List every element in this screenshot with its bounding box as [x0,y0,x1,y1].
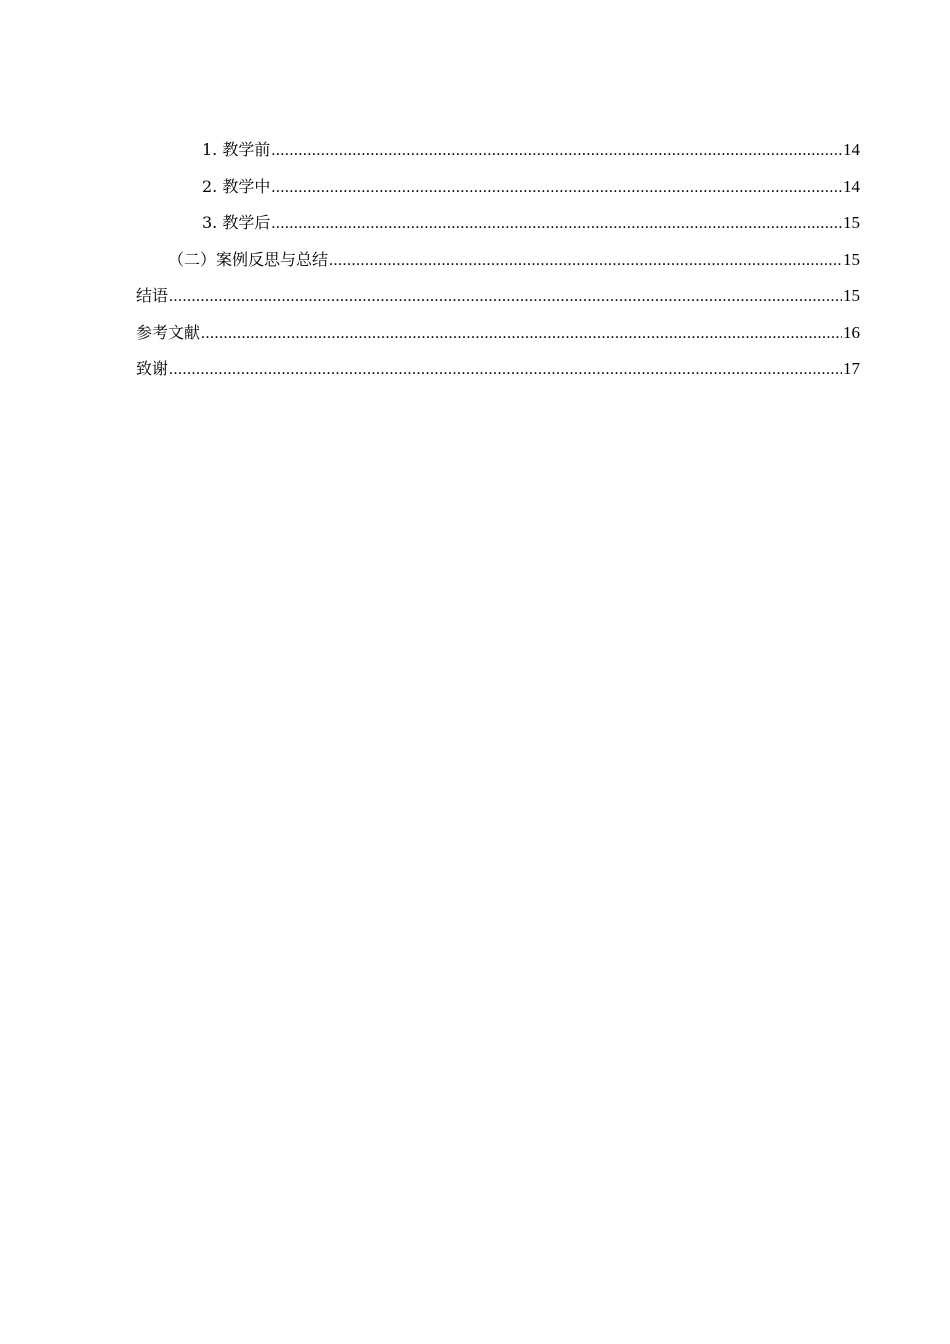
toc-entry-case-reflection[interactable] [136,246,860,283]
toc-entry-teaching-before[interactable] [136,136,860,173]
toc-entry-page-number: 17 [843,359,860,378]
toc-entry-teaching-during[interactable] [136,173,860,210]
toc-entry-title: 参考文献 [136,322,201,342]
toc-entry-title: 致谢 [136,359,169,378]
toc-entry-page-number: 14 [843,176,860,196]
toc-entry-page-number: 15 [843,286,860,305]
toc-entry-title: （二）案例反思与总结 [168,249,329,269]
toc-dot-leader [271,174,842,202]
toc-entry-title: 1. 教学前 [202,140,271,159]
toc-dot-leader [271,210,842,238]
toc-entry-page-number: 14 [843,140,860,159]
toc-entry-title: 结语 [136,286,169,305]
toc-entry-conclusion[interactable] [136,282,860,319]
toc-entry-references[interactable] [136,319,860,356]
toc-dot-leader [271,137,842,165]
toc-entry-page-number: 16 [843,322,860,342]
toc-entry-title: 3. 教学后 [202,213,271,232]
toc-entry-page-number: 15 [843,213,860,232]
toc-entry-page-number: 15 [843,249,860,269]
toc-dot-leader [201,320,842,348]
toc-dot-leader [169,283,842,311]
toc-dot-leader [329,247,842,275]
toc-dot-leader [169,356,842,384]
toc-entry-title: 2. 教学中 [202,176,271,196]
toc-entry-teaching-after[interactable] [136,209,860,246]
toc-entry-acknowledgements[interactable] [136,355,860,392]
table-of-contents [136,136,860,392]
